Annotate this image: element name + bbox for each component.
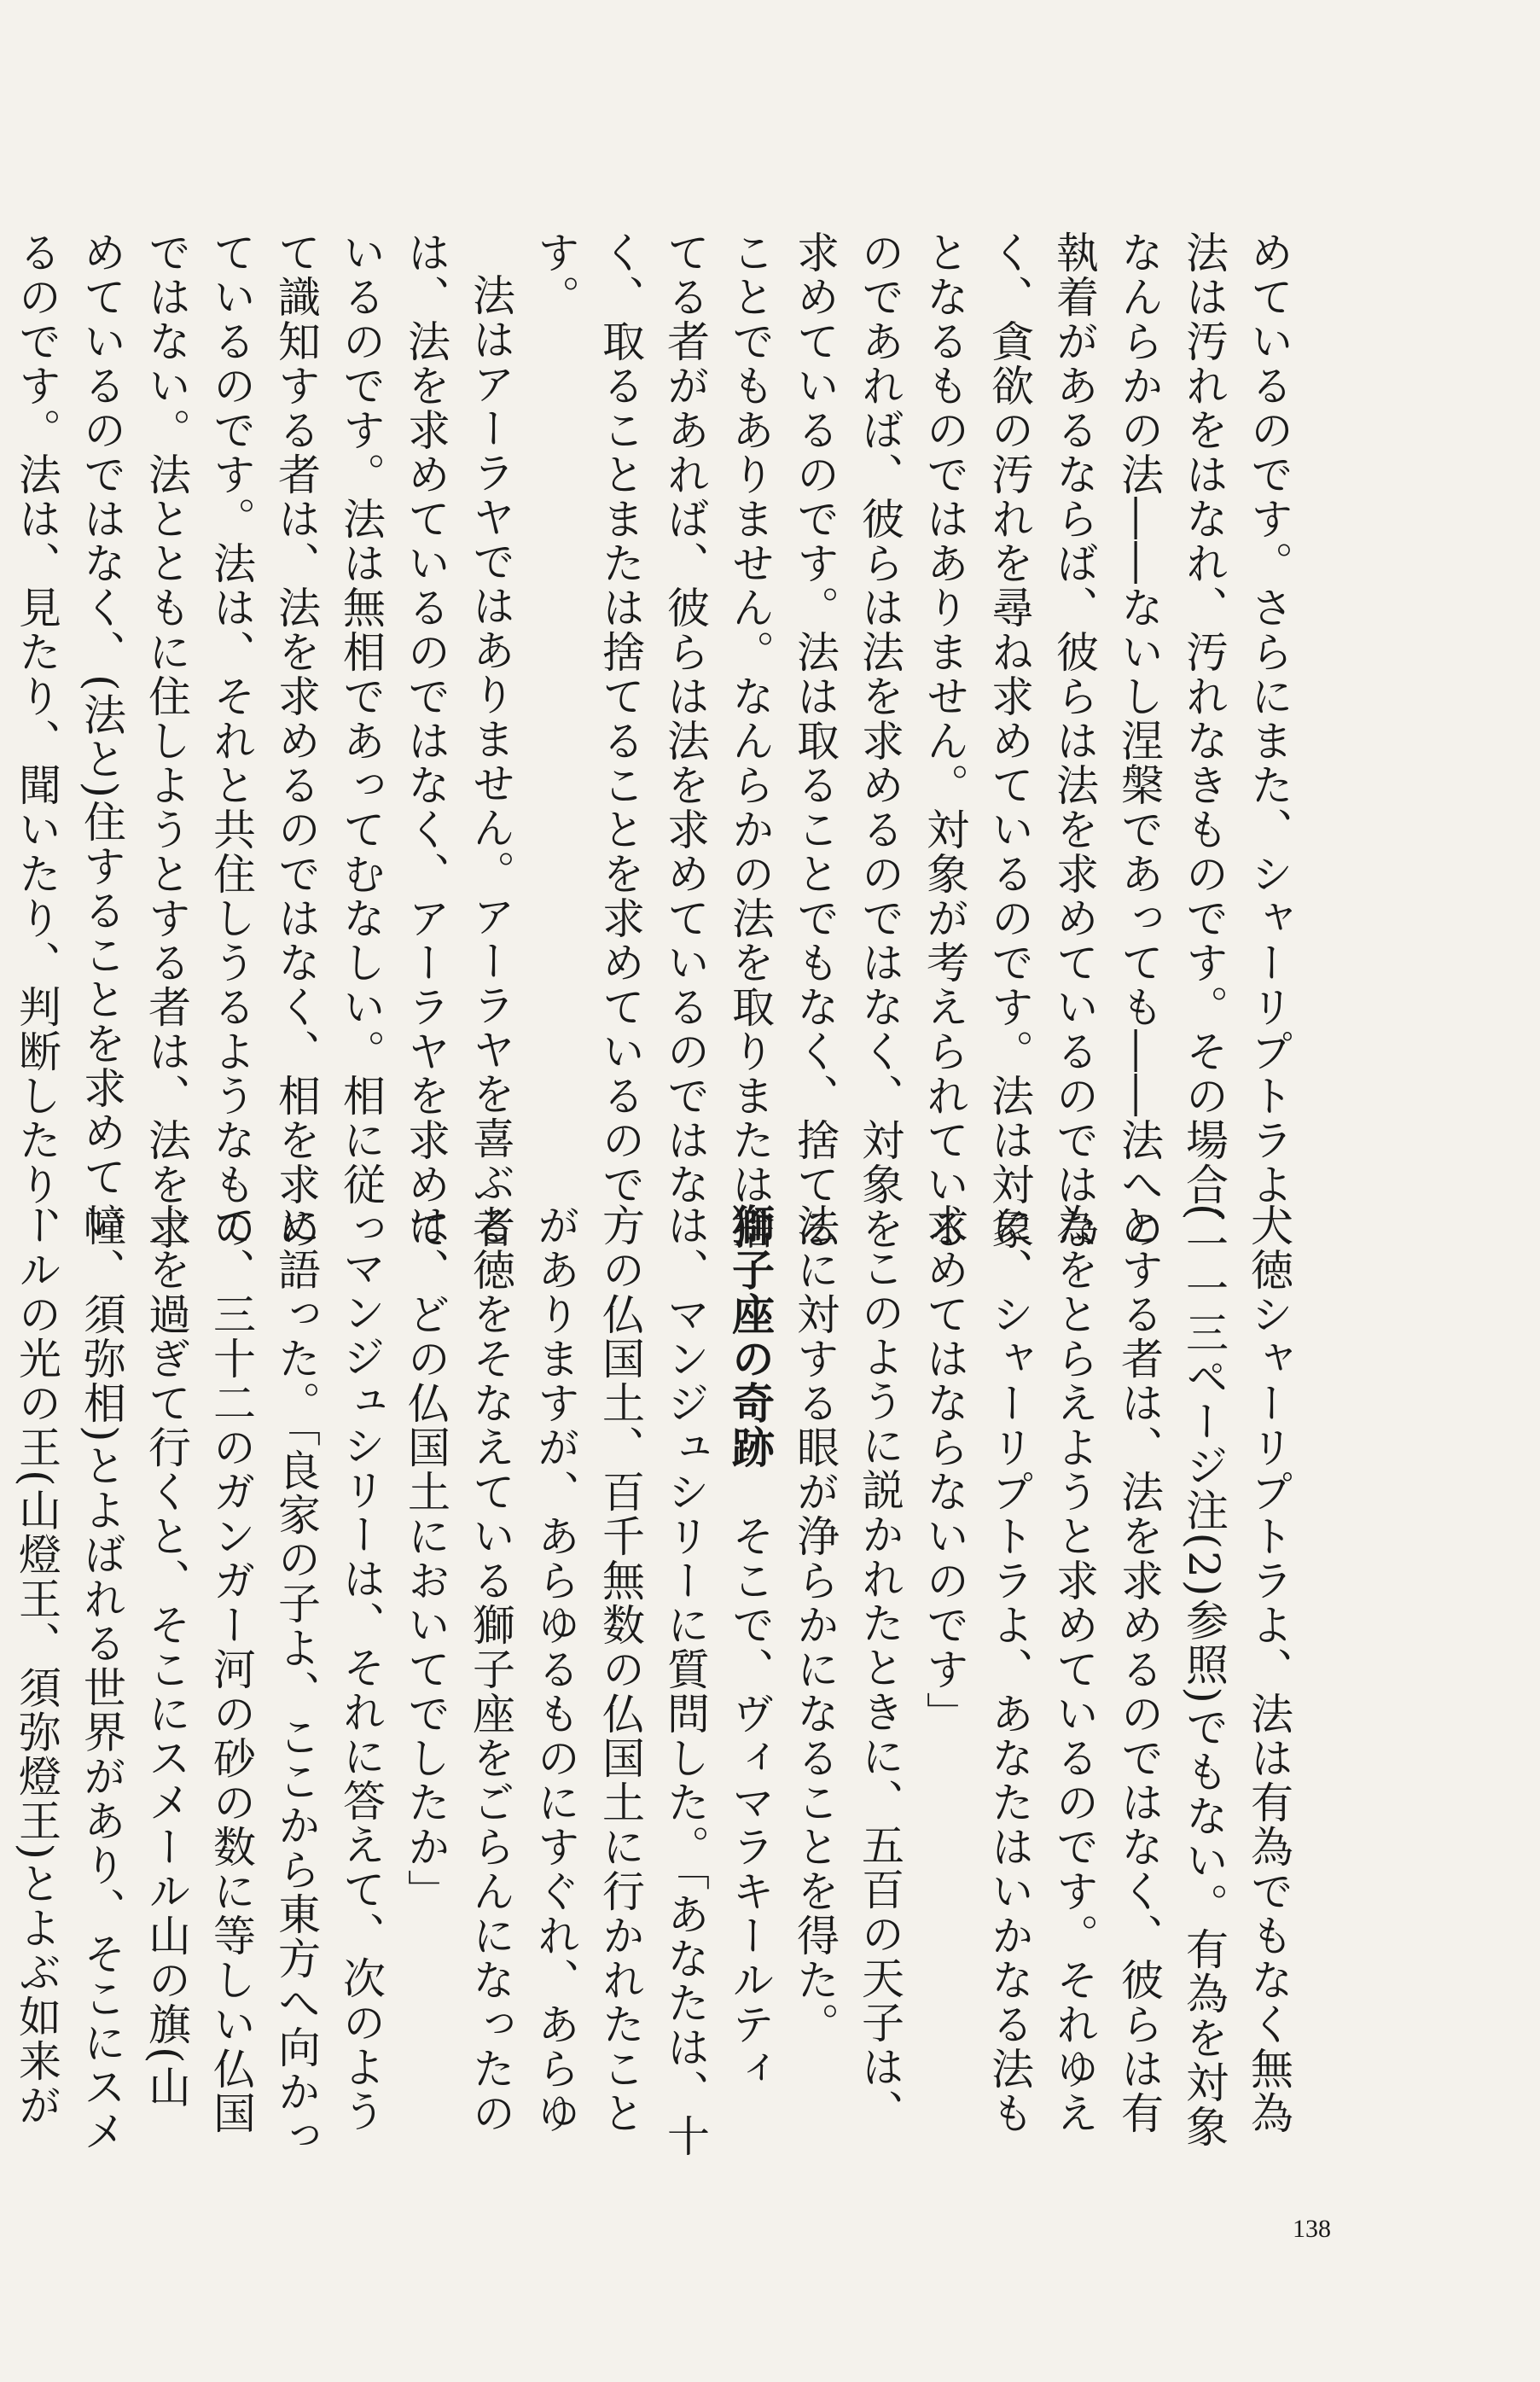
section-heading-text: そこで、ヴィマラキールティは、マンジュシリーに質問した。「あなたは、十方の仏国土、百千無数の仏国土に行かれたことがありますが、あらゆるものにすぐれ、あらゆる徳をそなえている獅子座をごらんになったのは、どの仏国土においてでしたか」 xyxy=(401,1203,775,2158)
paragraph: 法はアーラヤではありません。アーラヤを喜ぶ者は、法を求めているのではなく、アーラヤを求めているのです。法は無相であってむなしい。相に従って識知する者は、法を求めるのではなく、相を求めているのです。法は、それと共住しうるようなものではない。法とともに住しようとする者は、法を求めているのではなく、(法と)住することを求めているのです。法は、見たり、聞いたり、判断したり、 xyxy=(12,230,515,1251)
section-paragraph xyxy=(393,1203,782,2159)
paragraph: このように説かれたときに、五百の天子は、法に対する眼が浄らかになることを得た。 xyxy=(790,1203,904,2134)
page-number: 138 xyxy=(1293,2215,1331,2243)
paragraph: マンジュシリーは、それに答えて、次のように語った。「良家の子よ、ここから東方へ向かって、三十二のガンガー河の砂の数に等しい仏国土を過ぎて行くと、そこにスメール山の旗(山幢、須弥相)とよばれる世界があり、そこにスメールの光の王(山燈王、須弥燈王)とよぶ如来が xyxy=(12,1203,386,2158)
lower-text-block xyxy=(12,1203,1301,2159)
upper-text-block xyxy=(12,230,1301,1263)
paragraph: 大徳シャーリプトラよ、法は有為でもなく無為(一一三ページ注(2)参照)でもない。有為を対象とする者は、法を求めるのではなく、彼らは有為をとらえようと求めているのです。それゆえに、シャーリプトラよ、あなたはいかなる法も求めてはならないのです」 xyxy=(920,1203,1293,2149)
section-heading: 獅子座の奇跡 xyxy=(725,1203,775,1470)
paragraph: めているのです。さらにまた、シャーリプトラよ、法は汚れをはなれ、汚れなきものです。その場合、なんらかの法――ないし涅槃であっても――法への執着があるならば、彼らは法を求めているのではなく、貪欲の汚れを尋ね求めているのです。法は対象となるものではありません。対象が考えられているのであれば、彼らは法を求めるのではなく、対象を求めているのです。法は取ることでもなく、捨てることでもありません。なんらかの法を取りまたは捨てる者があれば、彼らは法を求めているのではなく、取ることまたは捨てることを求めているのです。 xyxy=(531,230,1293,1251)
